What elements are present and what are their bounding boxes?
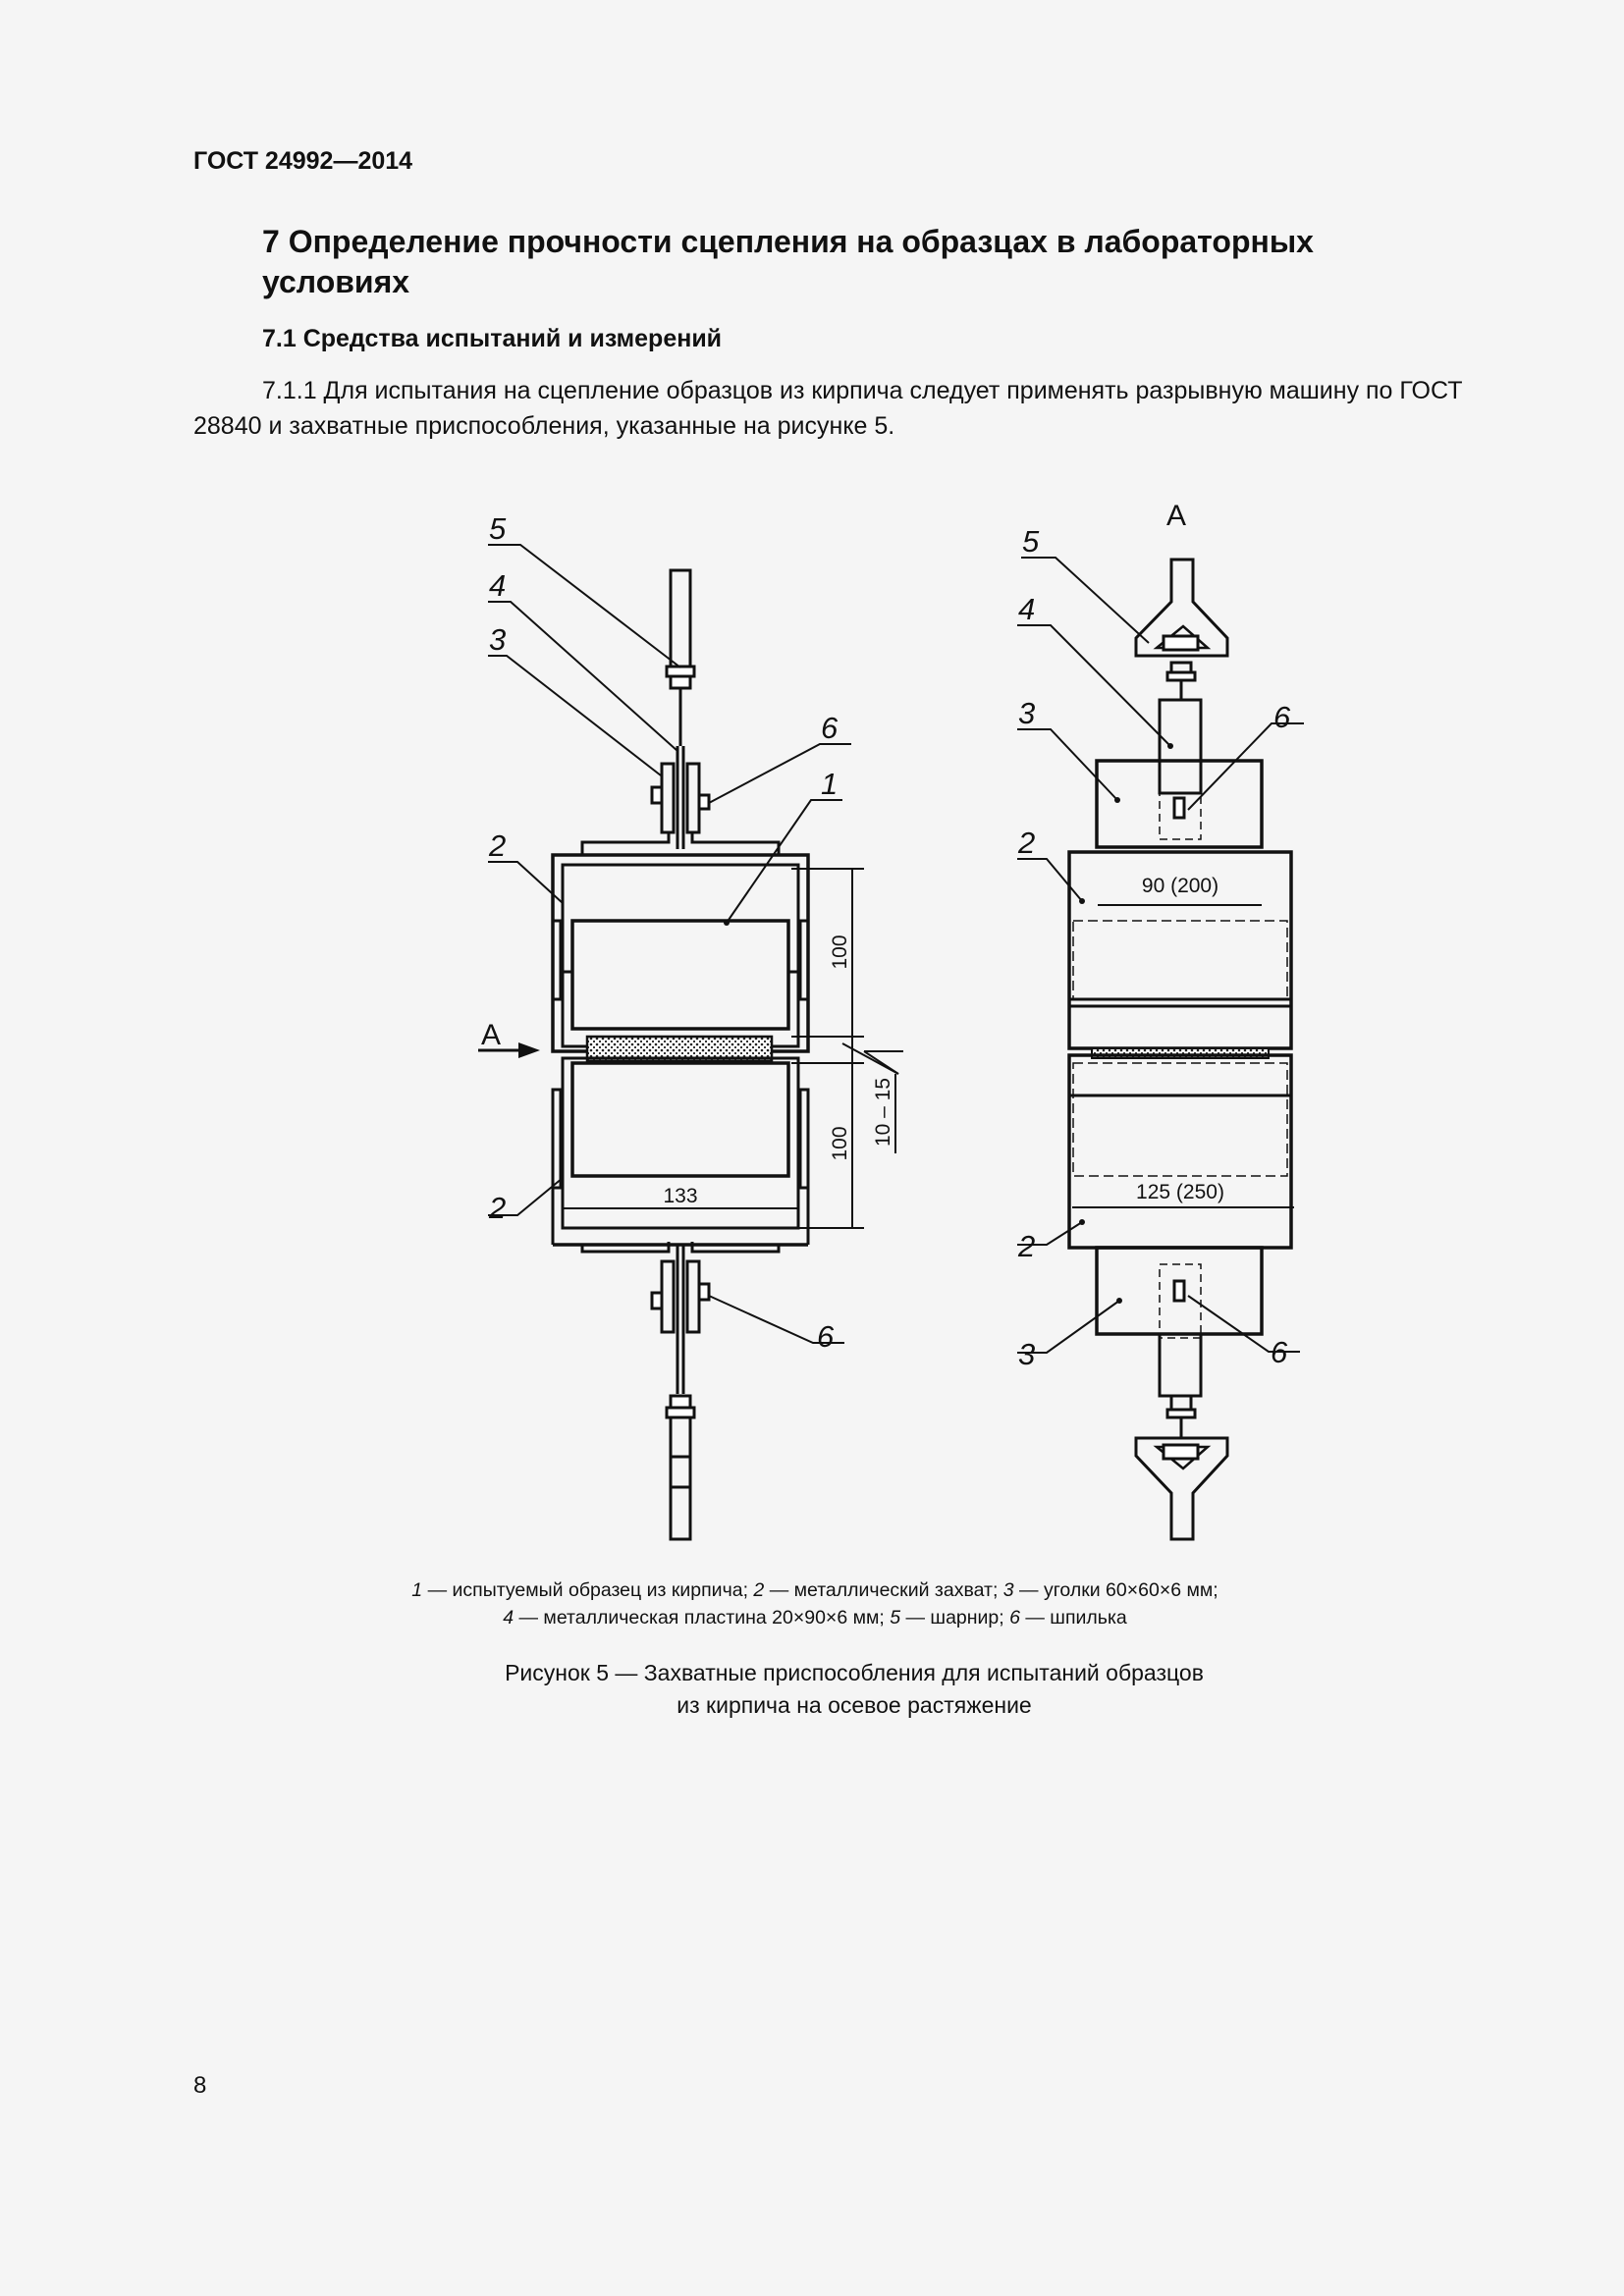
view-a-label: А [1166, 500, 1187, 532]
figure-caption [373, 1657, 1335, 1722]
legend-num-2: 2 [753, 1579, 765, 1601]
callout-2-right-bottom: 2 [1018, 1229, 1036, 1263]
dim-width-left: 133 [663, 1185, 698, 1207]
figure-legend [295, 1576, 1335, 1631]
dim-width-bottom-right: 125 (250) [1136, 1181, 1224, 1203]
callout-5-right: 5 [1022, 524, 1040, 559]
legend-num-6: 6 [1009, 1607, 1020, 1629]
left-view [553, 570, 808, 1539]
dim-height-bottom: 100 [829, 1126, 851, 1161]
legend-num-3: 3 [1002, 1579, 1014, 1601]
legend-text-1: — испытуемый образец из кирпича; [422, 1579, 754, 1601]
dim-width-top-right: 90 (200) [1141, 875, 1219, 897]
caption-line-1: Рисунок 5 — Захватные приспособления для испытаний образцов [505, 1660, 1204, 1685]
right-view [1069, 560, 1291, 1539]
callout-4-left: 4 [489, 568, 507, 603]
dim-gap: 10 – 15 [872, 1077, 894, 1148]
callout-2-left-bottom: 2 [489, 1191, 507, 1225]
callout-3-right-top: 3 [1018, 696, 1036, 730]
callout-6-right-top: 6 [1273, 700, 1291, 734]
arrow-a-label: А [481, 1019, 502, 1051]
callout-2-left-top: 2 [489, 828, 507, 863]
legend-text-4: — металлическая пластина 20×90×6 мм; [514, 1607, 891, 1629]
legend-num-4: 4 [503, 1607, 514, 1629]
legend-num-5: 5 [890, 1607, 901, 1629]
callout-3-right-bottom: 3 [1018, 1337, 1036, 1371]
legend-line-1 [295, 1576, 1335, 1604]
legend-text-5: — шарнир; [900, 1607, 1010, 1629]
caption-line-2: из кирпича на осевое растяжение [677, 1692, 1032, 1718]
callout-1-left: 1 [821, 767, 839, 801]
legend-text-3: — уголки 60×60×6 мм; [1013, 1579, 1218, 1601]
callout-6-right-bottom: 6 [1271, 1335, 1288, 1369]
legend-line-2 [295, 1604, 1335, 1631]
callout-6-left-bottom: 6 [817, 1319, 835, 1354]
right-callouts [1017, 558, 1304, 1353]
callout-3-left: 3 [489, 622, 507, 657]
document-code: ГОСТ 24992—2014 [193, 147, 413, 175]
callout-6-left-top: 6 [821, 711, 839, 745]
page-number: 8 [193, 2072, 207, 2099]
paragraph-7-1-1: 7.1.1 Для испытания на сцепление образцов из кирпича следует применять разрывную машину по ГОСТ 28840 и захватные приспособления, указанные на рисунке 5. [193, 377, 1463, 440]
dim-height-top: 100 [829, 934, 851, 970]
callout-2-right-top: 2 [1018, 826, 1036, 860]
callout-4-right: 4 [1018, 592, 1036, 626]
legend-text-2: — металлический захват; [764, 1579, 1003, 1601]
view-arrow-a [478, 1019, 540, 1058]
legend-num-1: 1 [411, 1579, 423, 1601]
legend-text-6: — шпилька [1019, 1607, 1127, 1629]
section-title: 7 Определение прочности сцепления на образцах в лабораторных условиях [262, 224, 1314, 299]
callout-5-left: 5 [489, 511, 507, 546]
subsection-title: 7.1 Средства испытаний и измерений [262, 325, 723, 352]
